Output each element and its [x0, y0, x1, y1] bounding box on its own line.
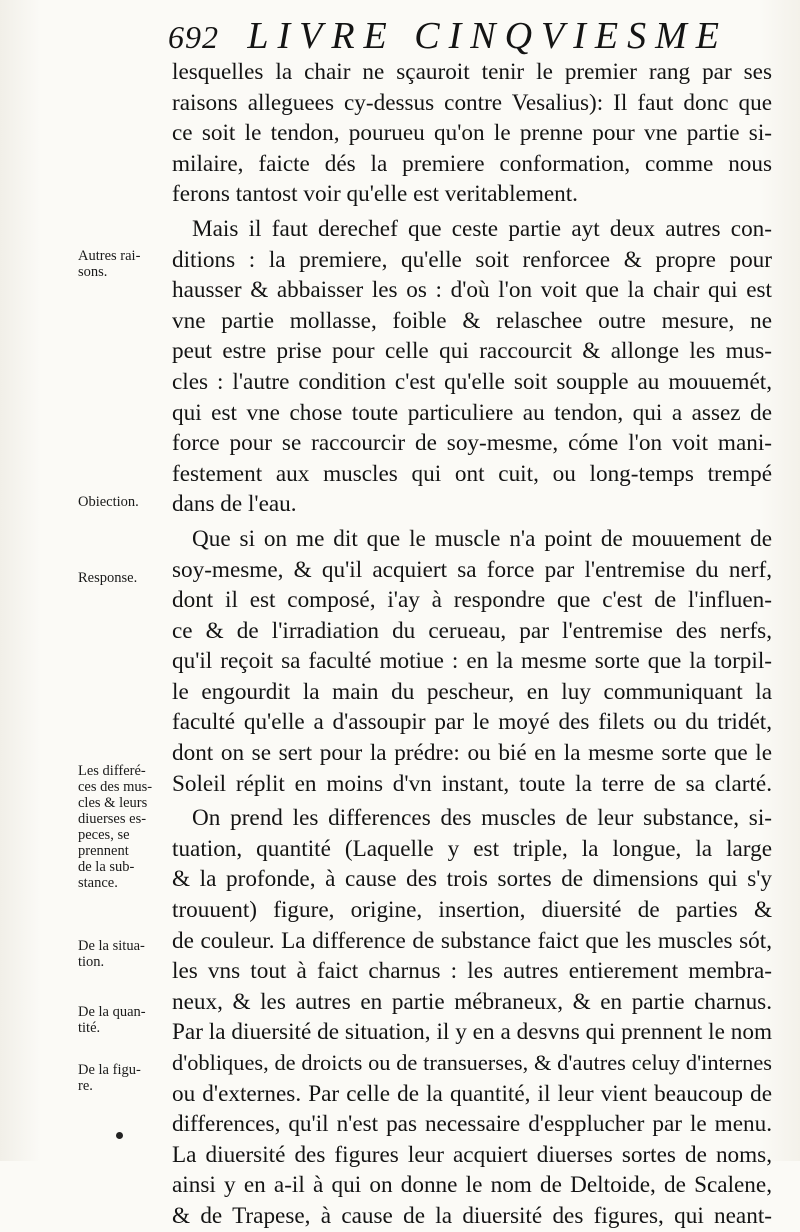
margin-note-situation [78, 938, 170, 970]
text-line: milaire, faicte dés la premiere conformation, comme nous [172, 150, 772, 177]
text-line: & la profonde, à cause des trois sortes de dimensions qui s'y [172, 866, 772, 893]
margin-note-line: de la sub- [78, 859, 135, 875]
text-line: differences, qu'il n'est pas necessaire d'espplucher par le menu. [172, 1111, 772, 1138]
text-line: & de Trapese, à cause de la diuersité des figures, qui neant- [172, 1202, 772, 1229]
page-number: 692 [168, 19, 219, 55]
text-line: d'obliques, de droicts ou de transuerses, & d'autres celuy d'internes [172, 1050, 772, 1075]
margin-note-line: Obiection. [78, 494, 139, 510]
margin-note-line: tité. [78, 1020, 101, 1036]
text-line: tuation, quantité (Laquelle y est triple, la longue, la large [172, 835, 772, 862]
text-line: neux, & les autres en partie mébraneux, & en partie charnus. [172, 988, 772, 1015]
margin-note-line: sons. [78, 264, 108, 280]
text-line: ce & de l'irradiation du cerueau, par l'entremise des nerfs, [172, 617, 772, 644]
text-line: les vns tout à faict charnus : les autres entierement membra- [172, 958, 772, 985]
text-line: qu'il reçoit sa faculté motiue : en la mesme sorte que la torpil- [172, 648, 772, 675]
margin-note-line: cles & leurs [78, 795, 148, 811]
body-text [172, 57, 772, 1232]
text-line: lesquelles la chair ne sçauroit tenir le premier rang par ses [172, 59, 772, 85]
text-line: ce soit le tendon, pourueu qu'on le prenne pour vne partie si- [172, 120, 772, 147]
text-line: qui est vne chose toute particuliere au tendon, qui a assez de [172, 399, 772, 426]
text-line: de couleur. La difference de substance faict que les muscles sót, [172, 927, 772, 954]
text-line: raisons alleguees cy-dessus contre Vesalius): Il faut donc que [172, 89, 772, 116]
text-line: trouuent) figure, origine, insertion, diuersité de parties & [172, 897, 772, 924]
margin-note-quantite [78, 1004, 170, 1036]
margin-note-line: tion. [78, 954, 105, 970]
text-line: festement aux muscles qui ont cuit, ou long-temps trempé [172, 460, 772, 487]
running-title: LIVRE CINQVIESME [247, 15, 728, 57]
ink-spot [116, 1132, 123, 1139]
margin-note-line: Autres rai- [78, 248, 141, 264]
text-line: ditions : la premiere, qu'elle soit renforcee & propre pour [172, 246, 772, 273]
margin-note-line: ces des mus- [78, 779, 153, 795]
margin-note-line: De la quan- [78, 1004, 146, 1020]
text-line: peut estre prise pour celle qui raccourcit & allonge les mus- [172, 338, 772, 365]
margin-note-obiection [78, 494, 170, 510]
margin-note-response [78, 570, 170, 586]
margin-note-line: stance. [78, 875, 118, 891]
margin-note-line: re. [78, 1078, 93, 1094]
margin-note-figure [78, 1062, 170, 1094]
page-header [168, 14, 728, 60]
text-line: La diuersité des figures leur acquiert diuerses sortes de noms, [172, 1141, 772, 1168]
margin-note-line: De la situa- [78, 938, 145, 954]
text-line: Par la diuersité de situation, il y en a desvns qui prennent le nom [172, 1019, 772, 1046]
text-line: faculté qu'elle a d'assoupir par le moyé des filets ou du tridét, [172, 709, 772, 736]
margin-note-differences [78, 763, 170, 891]
text-line: ainsi y en a-il à qui on donne le nom de Deltoide, de Scalene, [172, 1172, 772, 1199]
margin-note-line: prennent [78, 843, 129, 859]
margin-note-line: Les differé- [78, 763, 146, 779]
margin-note-line: peces, se [78, 827, 130, 843]
text-line: le engourdit la main du pescheur, en luy communiquant la [172, 678, 772, 705]
margin-note-line: De la figu- [78, 1062, 141, 1078]
text-line: Soleil réplit en moins d'vn instant, toute la terre de sa clarté. [172, 770, 772, 797]
text-line: vne partie mollasse, foible & relaschee outre mesure, ne [172, 307, 772, 334]
text-line: soy-mesme, & qu'il acquiert sa force par l'entremise du nerf, [172, 556, 772, 583]
text-line: ferons tantost voir qu'elle est veritablement. [172, 181, 578, 208]
margin-note-line: diuerses es- [78, 811, 147, 827]
text-line: Mais il faut derechef que ceste partie ayt deux autres con- [192, 215, 772, 242]
text-line: dans de l'eau. [172, 491, 297, 518]
text-line: cles : l'autre condition c'est qu'elle soit soupple au mouuemét, [172, 368, 772, 395]
text-line: dont il est composé, i'ay à respondre que c'est de l'influen- [172, 587, 772, 614]
text-line: force pour se raccourcir de soy-mesme, cóme l'on voit mani- [172, 430, 772, 457]
margin-note-autres-raisons [78, 248, 170, 280]
margin-note-line: Response. [78, 570, 138, 586]
text-line: hausser & abbaisser les os : d'où l'on voit que la chair qui est [172, 277, 772, 304]
text-line: Que si on me dit que le muscle n'a point de mouuement de [192, 525, 772, 552]
text-line: dont on se sert pour la prédre: ou bié en la mesme sorte que le [172, 740, 772, 767]
text-line: On prend les differences des muscles de leur substance, si- [192, 805, 772, 832]
text-line: ou d'externes. Par celle de la quantité, il leur vient beaucoup de [172, 1080, 772, 1107]
